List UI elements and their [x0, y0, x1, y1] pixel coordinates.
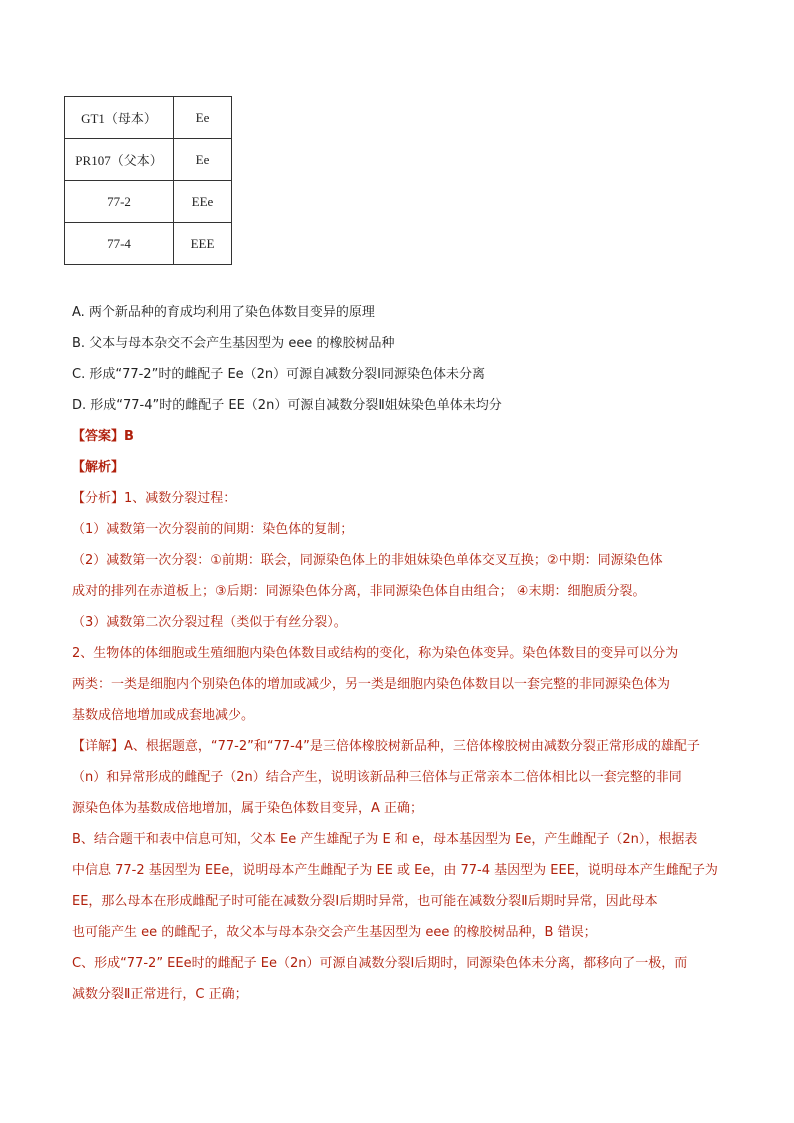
option-c: C. 形成“77-2”时的雌配子 Ee（2n）可源自减数分裂Ⅰ同源染色体未分离: [72, 367, 486, 382]
table-cell-name: 77-4: [65, 223, 174, 265]
analysis-line: 2、生物体的体细胞或生殖细胞内染色体数目或结构的变化，称为染色体变异。染色体数目的变异可以分为: [72, 646, 679, 661]
analysis-line: 成对的排列在赤道板上；③后期：同源染色体分离，非同源染色体自由组合； ④末期：细胞质分裂。: [72, 584, 646, 599]
table-cell-genotype: EEE: [174, 223, 232, 265]
answer-label: 【答案】B: [72, 429, 134, 444]
detail-line: C、形成“77-2” EEe时的雌配子 Ee（2n）可源自减数分裂Ⅰ后期时，同源染色体未分离，都移向了一极，而: [72, 956, 688, 971]
detail-line: B、结合题干和表中信息可知，父本 Ee 产生雄配子为 E 和 e，母本基因型为 Ee，产生雌配子（2n），根据表: [72, 832, 698, 847]
option-d: D. 形成“77-4”时的雌配子 EE（2n）可源自减数分裂Ⅱ姐妹染色单体未均分: [72, 398, 502, 413]
detail-line: 减数分裂Ⅱ正常进行，C 正确；: [72, 987, 248, 1002]
analysis-line: 两类：一类是细胞内个别染色体的增加或减少，另一类是细胞内染色体数目以一套完整的非同源染色体为: [72, 677, 671, 692]
analysis-line: （1）减数第一次分裂前的间期：染色体的复制；: [72, 522, 354, 537]
detail-line: EE，那么母本在形成雌配子时可能在减数分裂Ⅰ后期时异常，也可能在减数分裂Ⅱ后期时异常，因此母本: [72, 894, 658, 909]
table-row: [65, 223, 232, 265]
option-b: B. 父本与母本杂交不会产生基因型为 eee 的橡胶树品种: [72, 336, 395, 351]
table-row: [65, 139, 232, 181]
analysis-line: （2）减数第一次分裂：①前期：联会，同源染色体上的非姐妹染色单体交叉互换；②中期：同源染色体: [72, 553, 663, 568]
analysis-line: 基数成倍地增加或成套地减少。: [72, 708, 255, 723]
analysis-heading: 【解析】: [72, 460, 125, 475]
table-row: [65, 181, 232, 223]
table-cell-genotype: EEe: [174, 181, 232, 223]
genotype-table: [64, 96, 232, 265]
table-cell-genotype: Ee: [174, 97, 232, 139]
table-cell-name: GT1（母本）: [65, 97, 174, 139]
table-cell-name: 77-2: [65, 181, 174, 223]
detail-line: 中信息 77-2 基因型为 EEe，说明母本产生雌配子为 EE 或 Ee，由 77-4 基因型为 EEE，说明母本产生雌配子为: [72, 863, 718, 878]
detail-line: 【详解】A、根据题意，“77-2”和“77-4”是三倍体橡胶树新品种，三倍体橡胶树由减数分裂正常形成的雄配子: [72, 739, 700, 754]
analysis-line: 【分析】1、减数分裂过程：: [72, 491, 237, 506]
detail-line: 也可能产生 ee 的雌配子，故父本与母本杂交会产生基因型为 eee 的橡胶树品种，B 错误；: [72, 925, 597, 940]
table-cell-genotype: Ee: [174, 139, 232, 181]
option-a: A. 两个新品种的育成均利用了染色体数目变异的原理: [72, 305, 375, 320]
detail-line: 源染色体为基数成倍地增加，属于染色体数目变异，A 正确；: [72, 801, 424, 816]
analysis-line: （3）减数第二次分裂过程（类似于有丝分裂）。: [72, 615, 347, 630]
table-cell-name: PR107（父本）: [65, 139, 174, 181]
detail-line: （n）和异常形成的雌配子（2n）结合产生，说明该新品种三倍体与正常亲本二倍体相比以一套完整的非同: [72, 770, 682, 785]
table-row: [65, 97, 232, 139]
